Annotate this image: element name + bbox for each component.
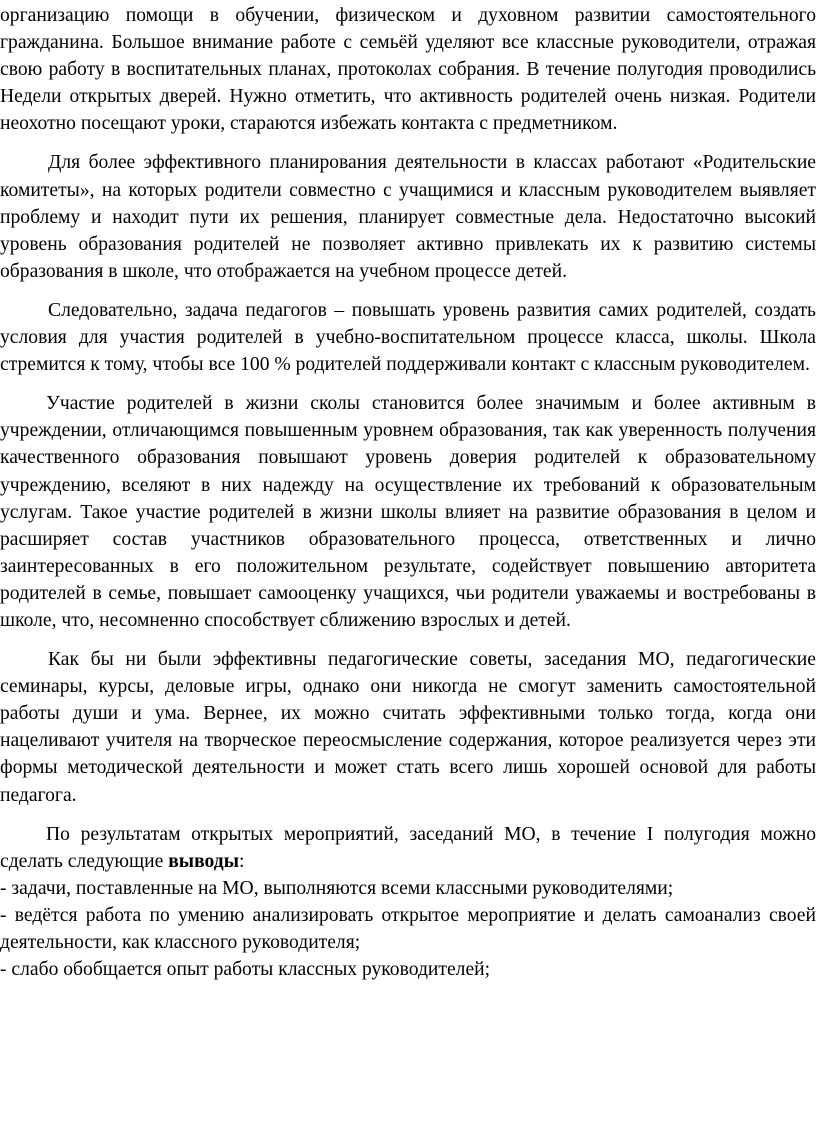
paragraph-parent-participation: Участие родителей в жизни сколы становится более значимым и более активным в учреждении, отличающимся повышенным уровнем образования, так как уверенность получения качественного образования повышают уровень доверия родителей к образовательному учреждению, вселяют в них надежду на осуществление их требований к образовательным услугам. Такое участие родителей в жизни школы влияет на развитие образования в целом и расширяет состав участников образовательного процесса, ответственных и лично заинтересованных в его положительном результате, содействует повышению авторитета родителей в семье, повышает самооценку учащихся, чьи родители уважаемы и востребованы в школе, что, несомненно способствует сближению взрослых и детей. [0, 393, 816, 631]
paragraph-methodical-work: Как бы ни были эффективны педагогические советы, заседания МО, педагогические семинары, курсы, деловые игры, однако они никогда не смогут заменить самостоятельной работы души и ума. Вернее, их можно считать эффективными только тогда, когда они нацеливают учителя на творческое переосмысление содержания, которое реализуется через эти формы методической деятельности и может стать всего лишь хорошей основой для работы педагога. [0, 649, 816, 806]
paragraph-conclusions-intro [0, 821, 816, 875]
paragraph-teacher-task: Следовательно, задача педагогов – повышать уровень развития самих родителей, создать условия для участия родителей в учебно-воспитательном процессе класса, школы. Школа стремится к тому, чтобы все 100 % родителей поддерживали контакт с классным руководителем. [0, 299, 816, 376]
list-item: - ведётся работа по умению анализировать открытое мероприятие и делать самоанализ своей деятельности, как классного руководителя; [0, 904, 816, 953]
paragraph-parent-work: организацию помощи в обучении, физическом и духовном развитии самостоятельного гражданина. Большое внимание работе с семьёй уделяют все классные руководители, отражая свою работу в воспитательных планах, протоколах собрания. В течение полугодия проводились Недели открытых дверей. Нужно отметить, что активность родителей очень низкая. Родители неохотно посещают уроки, стараются избежать контакта с предметником. [0, 5, 816, 135]
conclusions-bold-word: выводы [168, 850, 239, 872]
list-item: - слабо обобщается опыт работы классных руководителей; [0, 959, 491, 981]
list-item: - задачи, поставленные на МО, выполняются всеми классными руководителями; [0, 877, 674, 899]
paragraph-parent-committees: Для более эффективного планирования деятельности в классах работают «Родительские комитеты», на которых родители совместно с учащимися и классным руководителем выявляет проблему и находит пути их решения, планирует совместные дела. Недостаточно высокий уровень образования родителей не позволяет активно привлекать их к развитию системы образования в школе, что отображается на учебном процессе детей. [0, 152, 816, 282]
conclusions-lead: По результатам открытых мероприятий, заседаний МО, в течение I полугодия можно сделать следующие [0, 823, 816, 872]
conclusions-colon: : [239, 850, 245, 872]
